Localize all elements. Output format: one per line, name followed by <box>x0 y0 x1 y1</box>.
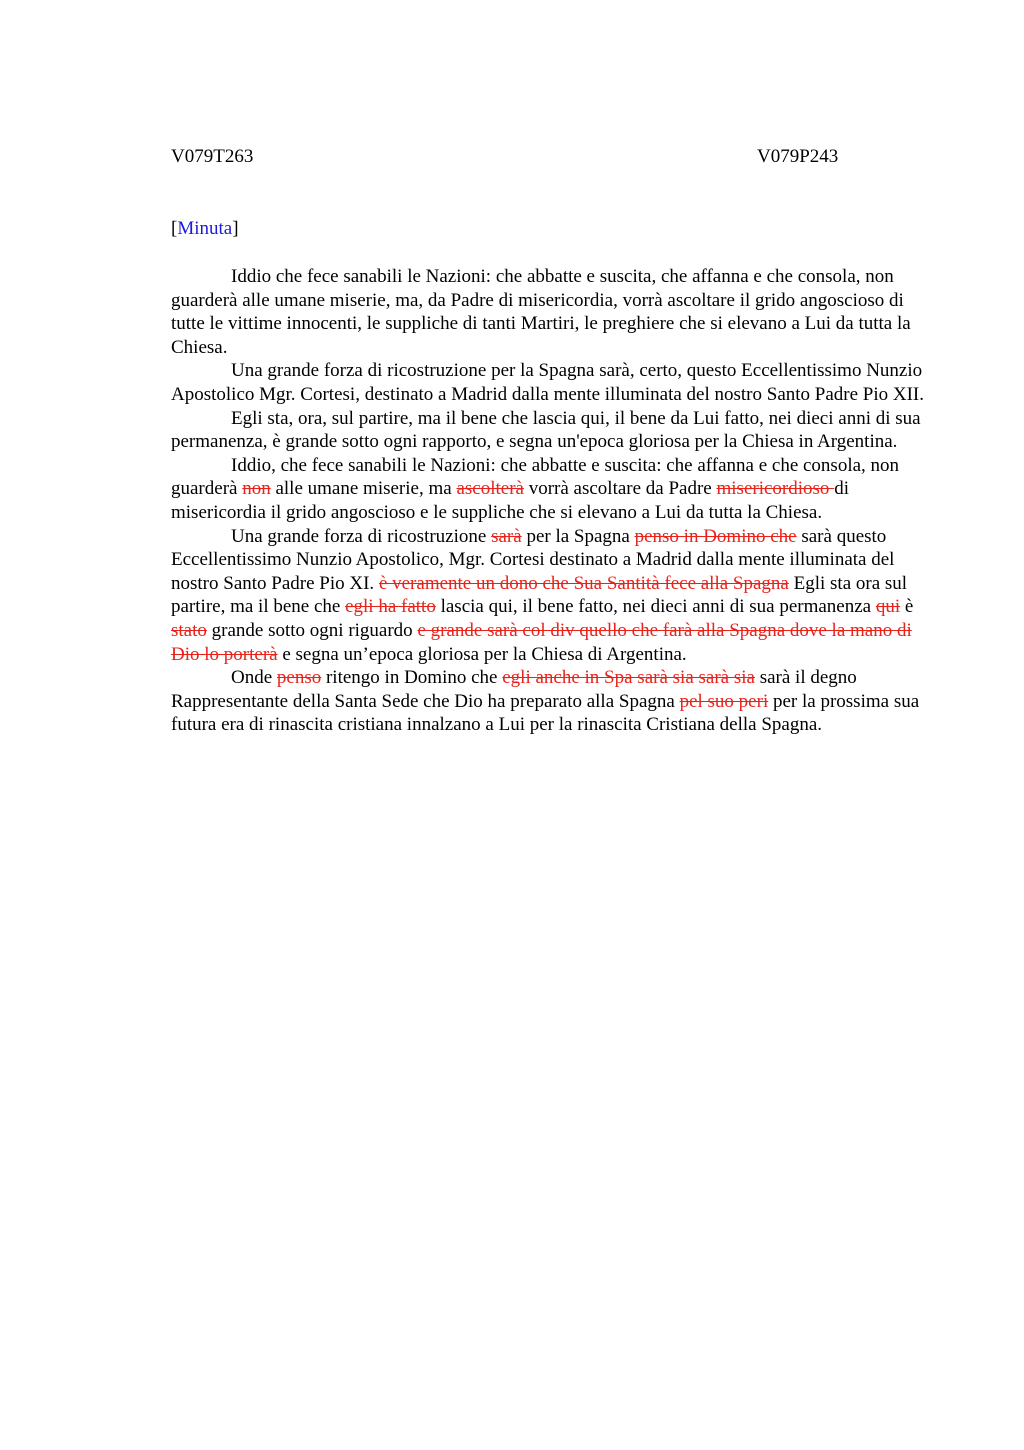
paragraph-p6 <box>171 666 931 737</box>
text-segment: di misericordia il grido angoscioso e le suppliche che si elevano a Lui da tutta la Chiesa. <box>171 478 849 523</box>
document-body <box>171 265 931 737</box>
volume-page-code: V079P243 <box>757 146 839 167</box>
text-segment: Egli sta ora sul partire, ma il bene che <box>171 572 908 618</box>
open-bracket: [ <box>171 218 178 239</box>
text-segment: sarà il degno Rappresentante della Santa Sede che Dio ha preparato alla Spagna <box>171 667 857 712</box>
close-bracket: ] <box>232 218 239 239</box>
deleted-text: è veramente un dono che Sua Santità fece alla Spagna <box>378 572 789 594</box>
text-segment: lascia qui, il bene fatto, nei dieci anni di sua permanenza <box>435 596 876 618</box>
paragraph-p5 <box>171 525 931 667</box>
text-segment: Iddio che fece sanabili le Nazioni: che abbatte e suscita, che affanna e che consola, non guarderà alle umane miserie, ma, da Padre di misericordia, vorrà ascoltare il grido angoscioso di tutte le vittime innocenti, le suppliche di tanti Martiri, le preghiere che si elevano a Lui da tutta la Chiesa. <box>171 266 911 358</box>
deleted-text: misericordioso <box>716 478 835 500</box>
deleted-text: e grande sarà col div quello che farà alla Spagna dove la mano di Dio lo porterà <box>171 619 912 665</box>
text-segment: è <box>900 596 914 618</box>
deleted-text: sarà <box>491 525 522 547</box>
deleted-text: stato <box>171 619 207 641</box>
paragraph-p3 <box>171 407 931 454</box>
deleted-text: pel suo peri <box>679 690 769 712</box>
deleted-text: penso in Domino che <box>634 525 797 547</box>
text-segment: alle umane miserie, ma <box>270 478 457 500</box>
deleted-text: penso <box>276 667 322 689</box>
document-header <box>171 145 931 169</box>
text-segment: Una grande forza di ricostruzione <box>231 525 492 547</box>
text-segment: e segna un’epoca gloriosa per la Chiesa di Argentina. <box>277 643 687 665</box>
deleted-text: ascolterà <box>456 478 524 500</box>
section-label <box>171 217 931 241</box>
document-page <box>171 145 931 737</box>
text-segment: per la Spagna <box>521 525 635 547</box>
text-segment: Iddio, che fece sanabili le Nazioni: che abbatte e suscita: che affanna e che consola, non guarderà <box>171 454 900 500</box>
text-segment: ritengo in Domino che <box>321 667 503 689</box>
paragraph-p4 <box>171 454 931 525</box>
deleted-text: non <box>242 478 271 500</box>
text-segment: Onde <box>231 667 277 689</box>
deleted-text: qui <box>875 596 901 618</box>
deleted-text: egli ha fatto <box>345 596 436 618</box>
paragraph-p1 <box>171 265 931 359</box>
paragraph-p2 <box>171 359 931 406</box>
text-segment: vorrà ascoltare da Padre <box>523 478 717 500</box>
text-segment: per la prossima sua futura era di rinascita cristiana innalzano a Lui per la rinascita Cristiana della Spagna. <box>171 690 920 736</box>
volume-text-code: V079T263 <box>171 146 254 167</box>
text-segment: Egli sta, ora, sul partire, ma il bene che lascia qui, il bene da Lui fatto, nei dieci anni di sua permanenza, è grande sotto ogni rapporto, e segna un'epoca gloriosa per la Chiesa in Argentina. <box>171 407 921 453</box>
text-segment: grande sotto ogni riguardo <box>206 619 418 641</box>
text-segment: sarà questo Eccellentissimo Nunzio Apostolico, Mgr. Cortesi destinato a Madrid dalla mente illuminata del nostro Santo Padre Pio XI. <box>171 525 895 594</box>
deleted-text: egli anche in Spa sarà sia sarà sia <box>502 667 755 689</box>
minuta-label: Minuta <box>177 218 233 239</box>
text-segment: Una grande forza di ricostruzione per la Spagna sarà, certo, questo Eccellentissimo Nunzio Apostolico Mgr. Cortesi, destinato a Madrid dalla mente illuminata del nostro Santo Padre Pio XII. <box>171 360 925 405</box>
